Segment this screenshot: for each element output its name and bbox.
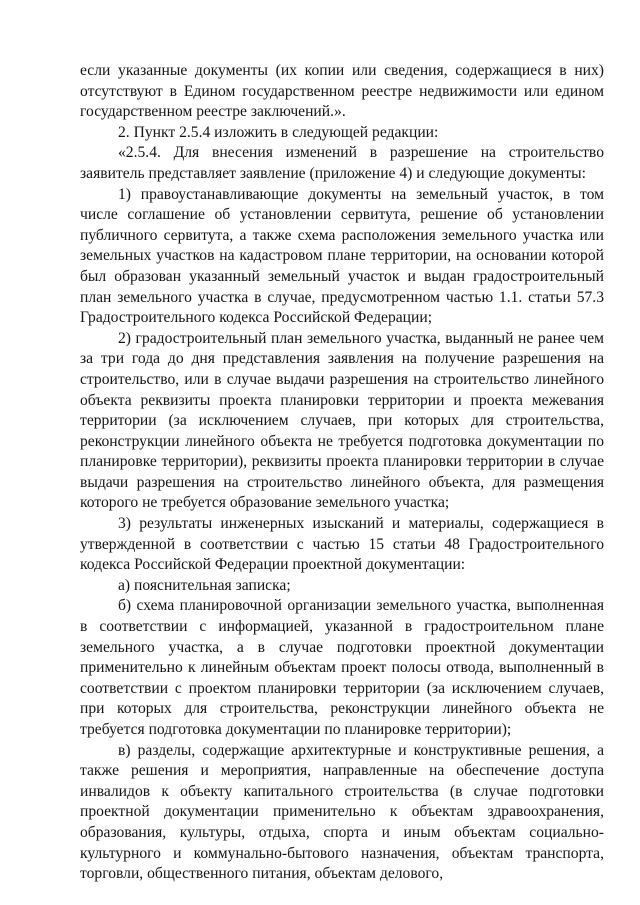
paragraph-subitem-1: 1) правоустанавливающие документы на земельный участок, в том числе соглашение об установлении сервитута, решение об установлении публичного сервитута, а также схема расположения земельного участка или земельных участков на кадастровом плане территории, на основании которой был образован указанный земельный участок и выдан градостроительный план земельного участка в случае, предусмотренном частью 1.1. статьи 57.3 Градостроительного кодекса Российской Федерации;	[80, 185, 604, 327]
paragraph-subitem-b: б) схема планировочной организации земельного участка, выполненная в соответствии с информацией, указанной в градостроительном плане земельного участка, а в случае подготовки проектной документации применительно к линейным объектам проект полосы отвода, выполненный в соответствии с проектом планировки территории (за исключением случаев, при которых для строительства, реконструкции линейного объекта не требуется подготовка документации по планировке территории);	[80, 597, 604, 738]
paragraph-subitem-3: 3) результаты инженерных изысканий и материалы, содержащиеся в утвержденной в соответствии с частью 15 статьи 48 Градостроительного кодекса Российской Федерации проектной документации:	[80, 515, 604, 574]
document-body	[80, 61, 604, 885]
paragraph-item-2: 2. Пункт 2.5.4 изложить в следующей редакции:	[118, 123, 439, 141]
paragraph-subitem-a: а) пояснительная записка;	[118, 576, 291, 594]
paragraph-subitem-2: 2) градостроительный план земельного участка, выданный не ранее чем за три года до дня представления заявления на получение разрешения на строительство, или в случае выдачи разрешения на строительство линейного объекта реквизиты проекта планировки территории и проекта межевания территории (за исключением случаев, при которых для строительства, реконструкции линейного объекта не требуется подготовка документации по планировке территории), реквизиты проекта планировки территории в случае выдачи разрешения на строительство линейного объекта, для размещения которого не требуется образование земельного участка;	[80, 329, 604, 512]
paragraph-continuation: если указанные документы (их копии или сведения, содержащиеся в них) отсутствуют в Едином государственном реестре недвижимости или едином государственном реестре заключений.».	[80, 62, 604, 121]
paragraph-subitem-v: в) разделы, содержащие архитектурные и конструктивные решения, а также решения и мероприятия, направленные на обеспечение доступа инвалидов к объекту капитального строительства (в случае подготовки проектной документации применительно к объектам здравоохранения, образования, культуры, отдыха, спорта и иным объектам социально-культурного и коммунально-бытового назначения, объектам транспорта, торговли, общественного питания, объектам делового,	[80, 741, 604, 883]
paragraph-2-5-4: «2.5.4. Для внесения изменений в разрешение на строительство заявитель представляет заявление (приложение 4) и следующие документы:	[80, 144, 604, 182]
